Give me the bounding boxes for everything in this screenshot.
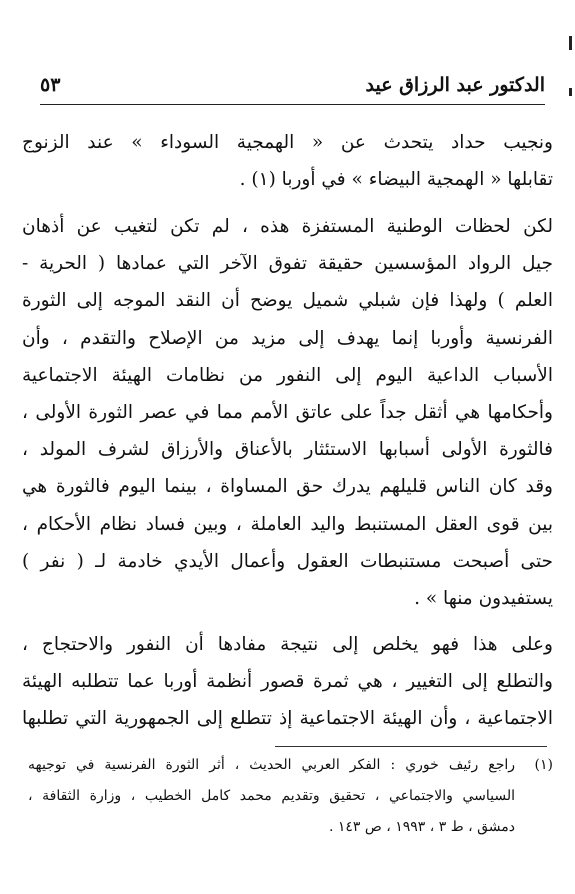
text-line: تقابلها « الهمجية البيضاء » في أوربا (١) . xyxy=(239,169,553,191)
text-line: فالثورة الأولى أسبابها الاستئثار بالأعناق والأرزاق لشرف المولد ، xyxy=(22,439,553,461)
text-line: لكن لحظات الوطنية المستفزة هذه ، لم تكن لتغيب عن أذهان xyxy=(22,216,553,237)
page-edge-mark xyxy=(569,36,572,50)
paragraph-1 xyxy=(22,124,553,198)
header-author-title: الدكتور عبد الرزاق عيد xyxy=(365,74,545,96)
text-line: وأحكامها هي أثقل جداً على عاتق الأمم مما في عصر الثورة الأولى ، xyxy=(22,401,553,423)
text-line: وقد كان الناس قليلهم يدرك حق المساواة ، بينما اليوم فالثورة هي xyxy=(22,476,553,498)
running-header xyxy=(40,70,545,105)
text-line: جيل الرواد المؤسسين حقيقة تفوق الآخر التي عمادها ( الحرية - xyxy=(22,253,553,275)
footnote-text: راجع رئيف خوري : الفكر العربي الحديث ، أثر الثورة الفرنسية في توجيهه xyxy=(28,757,515,773)
text-line: يستفيدون منها » . xyxy=(414,587,553,609)
text-line: الاجتماعية ، وأن الهيئة الاجتماعية إذ تتطلع إلى الجمهورية التي تطلبها xyxy=(22,708,553,730)
text-line: بين قوى العقل المستنبط واليد العاملة ، وبين فساد نظام الأحكام ، xyxy=(22,513,553,535)
paragraph-3 xyxy=(22,626,553,738)
text-line: والتطلع إلى التغيير ، هي ثمرة قصور أنظمة أوربا عما تتطلبه الهيئة xyxy=(22,671,553,693)
text-line: العلم ) ولهذا فإن شبلي شميل يوضح أن النقد الموجه إلى الثورة xyxy=(22,290,553,312)
text-line: الفرنسية وأوربا إنما يهدف إلى مزيد من الإصلاح والتقدم ، وأن xyxy=(22,327,553,349)
page-edge-mark xyxy=(569,88,572,96)
footnote-number: (١) xyxy=(534,757,553,773)
text-line: ونجيب حداد يتحدث عن « الهمجية السوداء » عند الزنوج xyxy=(22,132,553,153)
footnote-text: السياسي والاجتماعي ، تحقيق وتقديم محمد كامل الخطيب ، وزارة الثقافة ، xyxy=(28,788,515,804)
page-number: ٥٣ xyxy=(40,74,61,96)
paragraph-2 xyxy=(22,208,553,617)
footnote-separator xyxy=(275,746,547,747)
text-line: وعلى هذا فهو يخلص إلى نتيجة مفادها أن النفور والاحتجاج ، xyxy=(22,634,553,655)
text-line: حتى أصبحت مستنبطات العقول وأعمال الأيدي خادمة لـ ( نفر ) xyxy=(22,550,553,572)
text-line: الأسباب الداعية اليوم إلى النفور من نظامات الهيئة الاجتماعية xyxy=(22,364,553,386)
footnote-text: دمشق ، ط ٣ ، ١٩٩٣ ، ص ١٤٣ . xyxy=(328,819,515,835)
footnote xyxy=(28,750,553,843)
